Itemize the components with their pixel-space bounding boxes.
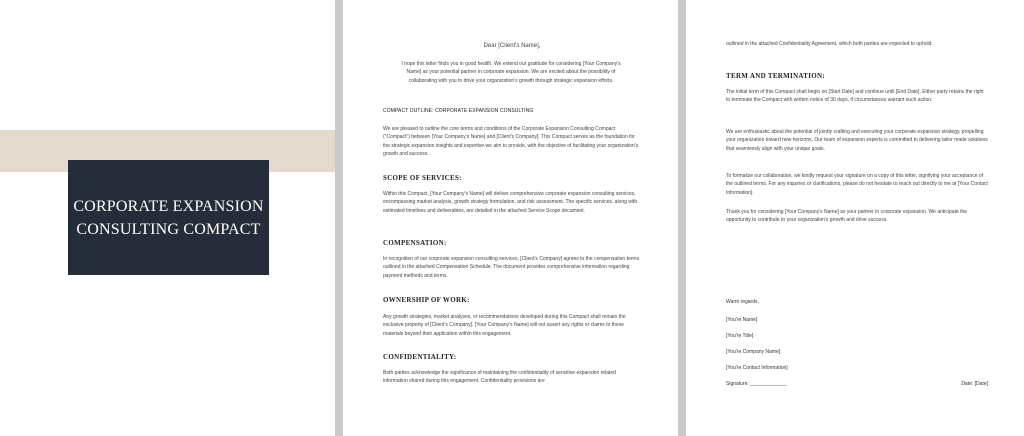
signature-row (726, 380, 988, 388)
signatory-company: [You're Company Name] (726, 349, 781, 355)
signatory-title: [You're Title] (726, 333, 754, 339)
signature-field: Signature: _____________ (726, 381, 787, 387)
salutation: Dear [Client's Name], (483, 43, 541, 49)
cover-title (73, 195, 263, 241)
compensation-paragraph: In recognition of our corporate expansion consulting services, [Client's Company] agrees to the compensation terms outlined in the attached Compensation Schedule. The document provides comprehensive information regarding payment methods and terms. (383, 256, 640, 279)
ownership-heading: OWNERSHIP OF WORK: (383, 296, 470, 304)
term-heading: TERM AND TERMINATION: (726, 72, 825, 80)
cover-page (0, 0, 335, 436)
outline-paragraph: We are pleased to outline the core terms and conditions of the Corporate Expansion Consulting Compact ("Compact") between [Your Company's Name] and [Client's Company]. This Compact serves as the foundation for the strategic expansion insights and expertise we aim to provide, with the objective of facilitating your organization's growth and success. (383, 126, 639, 158)
letter-page-1 (343, 0, 678, 436)
intro-paragraph: I hope this letter finds you in good health. We extend our gratitude for considering [Your Company's Name] as your potential partner in corporate expansion. We are excited about the possibility of collaborating with you to drive your organization's growth through strategic expansion efforts. (401, 61, 621, 84)
letter-page-2 (686, 0, 1024, 436)
cover-title-block (68, 160, 269, 275)
term-paragraph: The initial term of this Compact shall begin on [Start Date] and continue until [End Date]. Either party retains the right to terminate the Compact with written notice of 30 days, if circumstances warrant such action. (726, 89, 984, 104)
formalize-paragraph: To formalize our collaboration, we kindly request your signature on a copy of this letter, signifying your acceptance of the outlined terms. For any inquiries or clarifications, please do not hesitate to reach out directly to me at [Your Contact Information]. (726, 173, 988, 196)
ownership-paragraph: Any growth strategies, market analyses, or recommendations developed during this Compact shall remain the exclusive property of [Client's Company]. [Your Company's Name] will not assert any rights or claims to these materials beyond their application within this engagement. (383, 314, 626, 337)
scope-paragraph: Within this Compact, [Your Company's Name] will deliver comprehensive corporate expansion consulting services, encompassing market analysis, growth strategy formulation, and risk assessment. The specific services, along with estimated timelines and deliverables, are detailed in the attached Service Scope document. (383, 191, 638, 214)
confidentiality-paragraph: Both parties acknowledge the significance of maintaining the confidentiality of sensitive expansion related information shared during this engagement. Confidentiality provisions are (383, 370, 616, 385)
closing: Warm regards, (726, 299, 759, 305)
cover-title-line2: CONSULTING COMPACT (76, 220, 261, 238)
thanks-paragraph: Thank you for considering [Your Company's Name] as your partner in corporate expansion. We anticipate the opportunity to contribute to your organization's growth and drive success. (726, 209, 968, 224)
scope-heading: SCOPE OF SERVICES: (383, 174, 462, 182)
date-field: Date: [Date] (961, 381, 988, 387)
signatory-name: [You're Name] (726, 317, 758, 323)
cover-title-line1: CORPORATE EXPANSION (73, 197, 264, 215)
confidentiality-heading: CONFIDENTIALITY: (383, 353, 457, 361)
outline-heading: COMPACT OUTLINE: CORPORATE EXPANSION CONSULTING (383, 108, 534, 114)
confidentiality-continued: outlined in the attached Confidentiality Agreement, which both parties are expected to uphold. (726, 41, 933, 47)
enthusiasm-paragraph: We are enthusiastic about the potential of jointly crafting and executing your corporate expansion strategy, propelling your organization toward new horizons. Our team of expansion experts is committed to delivering tailor made solutions that seamlessly align with your unique goals. (726, 129, 988, 152)
signatory-contact: [You're Contact Information] (726, 365, 788, 371)
compensation-heading: COMPENSATION: (383, 239, 447, 247)
